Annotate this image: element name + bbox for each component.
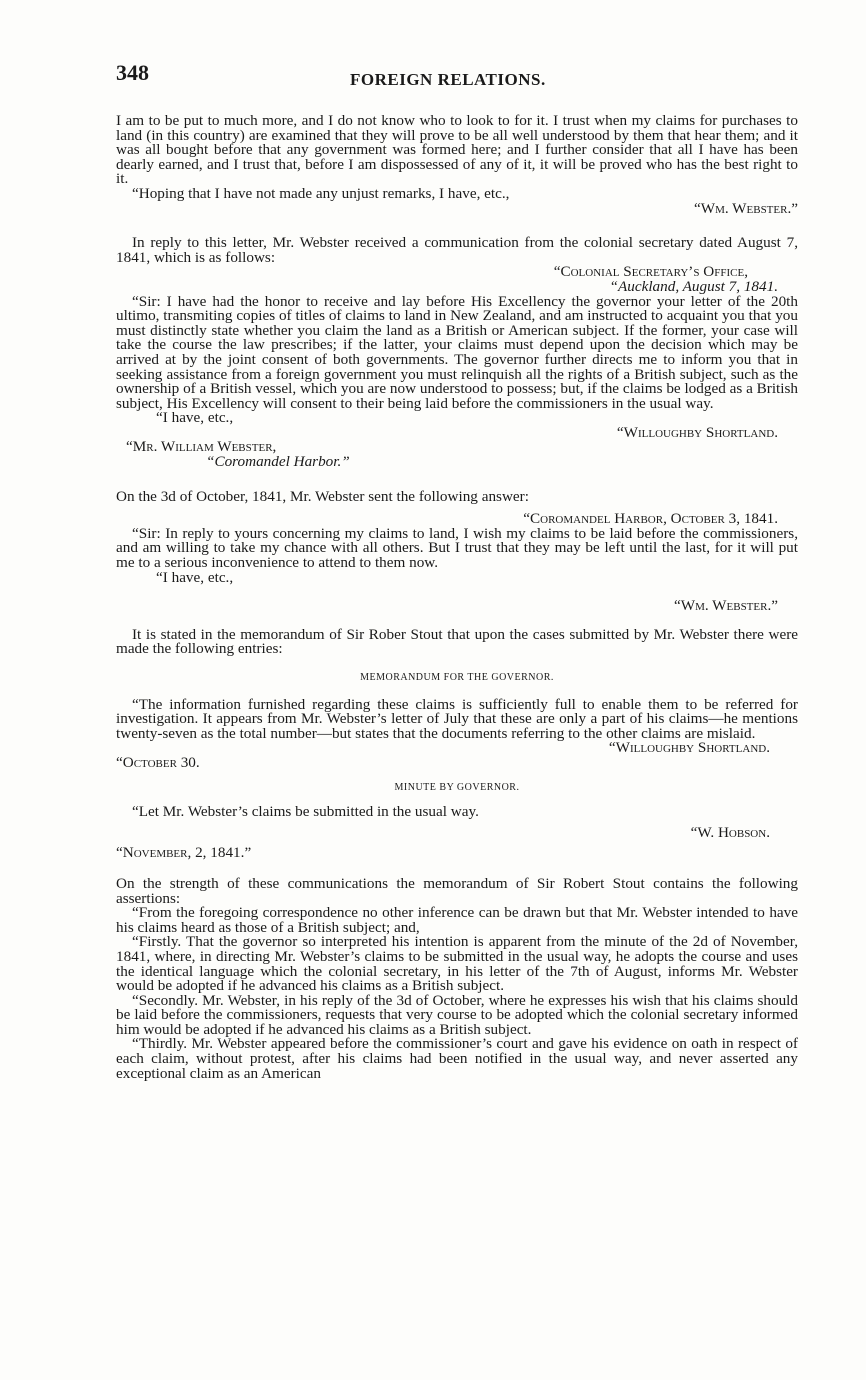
paragraph: In reply to this letter, Mr. Webster received a communication from the colonial secretary dated August 7, 1841, which is as follows: bbox=[116, 234, 798, 266]
signature: “Wm. Webster.” bbox=[694, 199, 798, 217]
section-heading: MINUTE BY GOVERNOR. bbox=[394, 781, 520, 793]
paragraph: “Let Mr. Webster’s claims be submitted in the usual way. bbox=[132, 803, 479, 821]
paragraph: “Firstly. That the governor so interpreted his intention is apparent from the minute of the 2d of November, 1841, where, in directing Mr. Webster’s claims to be submitted in the usual way, he adopts the course and uses the identical language which the colonial secretary, in his letter of the 7th of August, informs Mr. Webster would be adopted if he advanced his claims as a British subject. bbox=[116, 933, 798, 995]
recipient-place: “Coromandel Harbor.” bbox=[206, 453, 350, 471]
paragraph: On the 3d of October, 1841, Mr. Webster sent the following answer: bbox=[116, 487, 529, 505]
date-line: “November, 2, 1841.” bbox=[116, 844, 252, 862]
paragraph: “From the foregoing correspondence no other inference can be drawn but that Mr. Webster intended to have his claims heard as those of a British subject; and, bbox=[116, 904, 798, 936]
signature: “Willoughby Shortland. bbox=[616, 423, 778, 441]
running-title: FOREIGN RELATIONS. bbox=[350, 70, 546, 89]
paragraph: “Secondly. Mr. Webster, in his reply of the 3d of October, where he expresses his wish that his claims should be laid before the commissioners, requests that very course to be adopted which the colonial secretary informed him would be adopted if he advanced his claims as a British subject. bbox=[116, 991, 798, 1038]
date-line: “October 30. bbox=[116, 753, 200, 771]
letter-address: “Colonial Secretary’s Office, bbox=[553, 263, 748, 281]
page-number: 348 bbox=[116, 60, 149, 85]
signature: “W. Hobson. bbox=[690, 823, 770, 841]
letter-dateline: “Coromandel Harbor, October 3, 1841. bbox=[523, 510, 778, 528]
paragraph: “Thirdly. Mr. Webster appeared before the commissioner’s court and gave his evidence on oath in respect of each claim, without protest, after his claims had been notified in the usual way, and never asserted any exceptional claim as an American bbox=[116, 1035, 798, 1082]
signature: “Wm. Webster.” bbox=[674, 597, 778, 615]
recipient-name: “Mr. William Webster, bbox=[126, 438, 277, 456]
paragraph: It is stated in the memorandum of Sir Rober Stout that upon the cases submitted by Mr. Webster there were made the following entries: bbox=[116, 625, 798, 658]
closing-line: “I have, etc., bbox=[156, 409, 234, 427]
paragraph: On the strength of these communications the memorandum of Sir Robert Stout contains the following assertions: bbox=[116, 874, 798, 907]
closing-line: “Hoping that I have not made any unjust remarks, I have, etc., bbox=[132, 184, 510, 202]
letter-dateline: “Auckland, August 7, 1841. bbox=[609, 277, 778, 295]
paragraph: “The information furnished regarding these claims is sufficiently full to enable them to be referred for investigation. It appears from Mr. Webster’s letter of July that these are only a part of his claims—he mentions twenty-seven as the total number—but states that the documents referring to the other claims are mislaid. bbox=[116, 695, 798, 742]
paragraph: “Sir: I have had the honor to receive and lay before His Excellency the governor your letter of the 20th ultimo, transmiting copies of titles of claims to land in New Zealand, and am instructed to acquaint you that you must distinctly state whether you claim the land as a British or American subject. If the former, your case will take the course the law prescribes; if the latter, your claims must depend upon the decision which may be arrived at by the joint consent of both governments. The governor further directs me to inform you that in seeking assistance from a foreign government you must relinquish all the rights of a British subject, such as the ownership of a British vessel, which you are now understood to possess; but, if the claims be lodged as a British subject, His Excellency will consent to their being laid before the commissioners in the usual way. bbox=[116, 292, 798, 412]
paragraph: “Sir: In reply to yours concerning my claims to land, I wish my claims to be laid before the commissioners, and am willing to take my chance with all others. But I trust that they may be left until the last, for it will put me to a serious inconvenience to attend to them now. bbox=[116, 524, 798, 572]
signature: “Willoughby Shortland. bbox=[608, 739, 770, 757]
paragraph: I am to be put to much more, and I do not know who to look to for it. I trust when my claims for purchases to land (in this country) are examined that they will prove to be all well understood by them that hear them; and it was all bought before that any government was formed here; and I further consider that all I have has been dearly earned, and I trust that, before I am dispossessed of any of it, it will be proved who has the best right to it. bbox=[116, 112, 798, 188]
section-heading: MEMORANDUM FOR THE GOVERNOR. bbox=[360, 672, 554, 683]
closing-line: “I have, etc., bbox=[156, 568, 234, 586]
page-body bbox=[116, 114, 798, 1081]
